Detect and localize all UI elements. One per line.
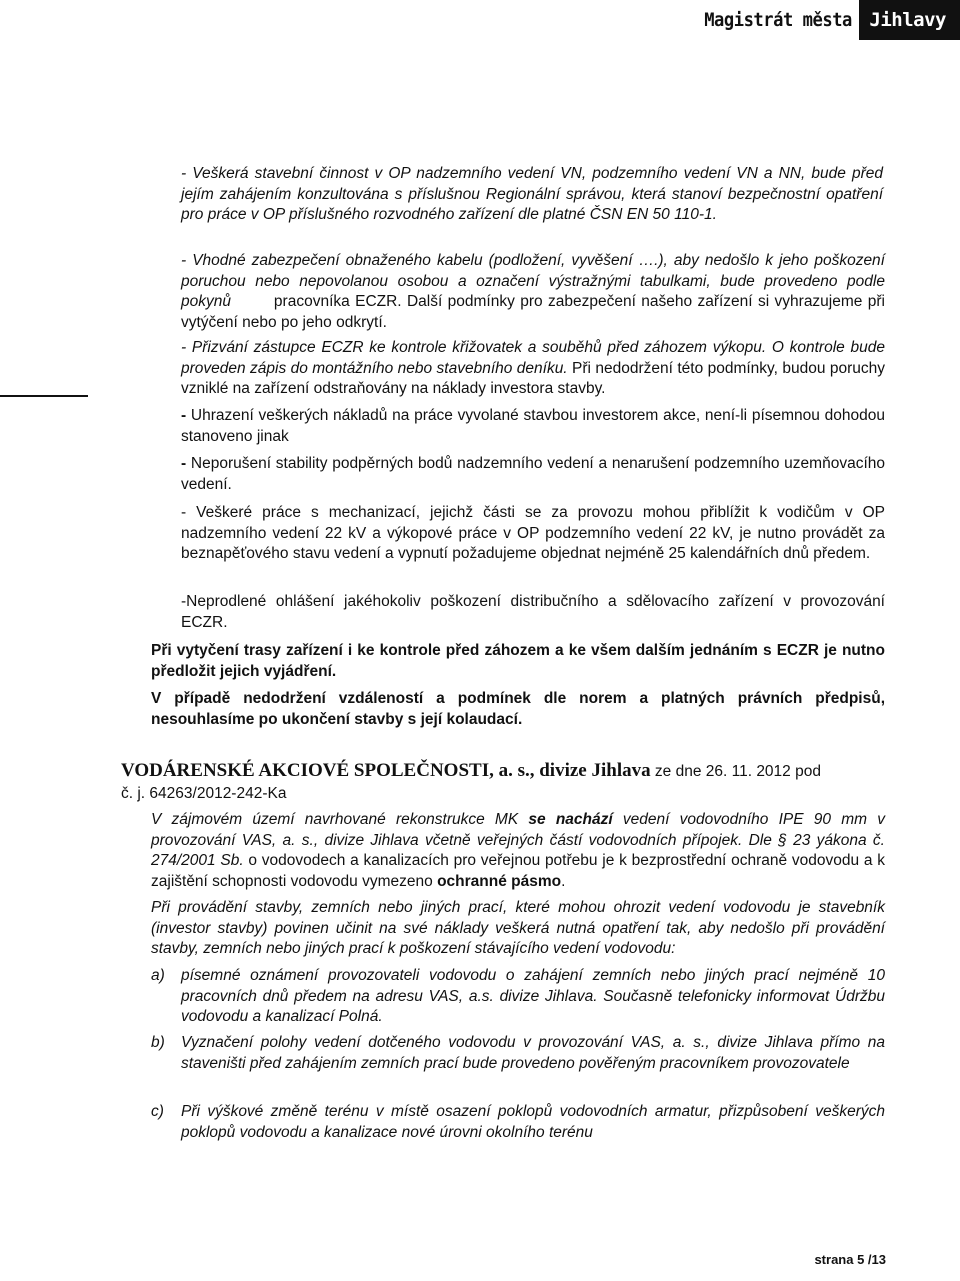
list-item-text: Vyznačení polohy vedení dotčeného vodovodu v provozování VAS, a. s., divize Jihlava přímo na staveništi před zahájením zemních prací bude provedeno pověřeným pracovníkem provozovatele bbox=[181, 1034, 885, 1072]
vas-text-2: Při provádění stavby, zemních nebo jiných prací, které mohou ohrozit vedení vodovodu je stavebník (investor stavby) povinen učinit na své náklady veškerá nutná opatření tak, aby nedošlo při provádění stavby, zemních nebo jiných prací k poškození stávajícího vedení vodovodu: bbox=[151, 899, 885, 958]
city-logo bbox=[687, 0, 960, 40]
vas-intro-c: o vodovodech a kanalizacích pro veřejnou potřebu je k bezprostřední ochraně vodovodu a k zajištění schopnosti vodovodu vymezeno bbox=[151, 852, 885, 890]
ecz-paragraph-6 bbox=[181, 503, 885, 565]
ecz-text-4: Uhrazení veškerých nákladů na práce vyvolané stavbou investorem akce, není-li písemnou dohodou stanoveno jinak bbox=[181, 407, 885, 445]
vas-reference: č. j. 64263/2012-242-Ka bbox=[121, 785, 287, 802]
list-item-text: písemné oznámení provozovateli vodovodu o zahájení zemních nebo jiných prací nejméně 10 pracovních dnů předem na adresu VAS, a.s. divize Jihlava. Současně telefonicky informovat Údržbu vodovodu a kanalizací Polná. bbox=[181, 967, 885, 1026]
ecz-text-7: -Neprodlené ohlášení jakéhokoliv poškození distribučního a sdělovacího zařízení v provozování ECZR. bbox=[181, 593, 885, 631]
vas-intro bbox=[151, 810, 885, 892]
ecz-paragraph-3 bbox=[181, 338, 885, 400]
list-marker: a) bbox=[151, 967, 165, 984]
vas-intro-bold2: ochranné pásmo bbox=[437, 872, 562, 890]
list-marker: c) bbox=[151, 1103, 164, 1120]
vas-paragraph-2 bbox=[151, 898, 885, 960]
ecz-dash-4: - bbox=[181, 407, 187, 424]
ecz-paragraph-5 bbox=[181, 454, 885, 495]
ecz-text-2a: - Vhodné zabezpečení obnaženého kabelu (podložení, vyvěšení ….), aby nedošlo k jeho poškození poruchou nebo nepovolanou osobou a označení výstražnými tabulkami, bude provedeno podle pokynů bbox=[181, 252, 885, 311]
page-header bbox=[0, 0, 960, 40]
vas-list-item-c bbox=[151, 1102, 885, 1143]
vas-company-name: VODÁRENSKÉ AKCIOVÉ SPOLEČNOSTI, a. s., divize Jihlava bbox=[121, 760, 651, 781]
list-item-text: Při výškové změně terénu v místě osazení poklopů vodovodních armatur, přizpůsobení veškerých poklopů vodovodu a kanalizace nové úrovni okolního terénu bbox=[181, 1103, 885, 1141]
vas-heading-date: ze dne 26. 11. 2012 pod bbox=[650, 763, 821, 780]
vas-list-item-b bbox=[151, 1033, 885, 1074]
vas-intro-b: vedení vodovodního IPE 90 mm v provozování VAS, a. s., divize Jihlava včetně veřejných částí vodovodních přípojek. Dle § 23 yákona č. 274/2001 Sb. bbox=[151, 811, 885, 870]
ecz-dash-5: - bbox=[181, 455, 187, 472]
margin-rule bbox=[0, 395, 88, 397]
ecz-bold-text-1: Při vytyčení trasy zařízení i ke kontrole před záhozem a ke všem dalším jednáním s ECZR je nutno předložit jejich vyjádření. bbox=[151, 642, 885, 680]
page-number: strana 5 /13 bbox=[814, 1252, 886, 1267]
ecz-text-3b: Při nedodržení této podmínky, budou poruchy vzniklé na zařízení odstraňovány na náklady investora stavby. bbox=[181, 359, 885, 398]
ecz-bold-text-2: V případě nedodržení vzdáleností a podmínek dle norem a platných právních předpisů, nesouhlasíme po ukončení stavby s její kolaudací. bbox=[151, 690, 885, 728]
vas-heading bbox=[121, 760, 901, 805]
logo-city-name: Jihlavy bbox=[859, 0, 960, 40]
vas-intro-bold: se nachází bbox=[528, 811, 613, 828]
ecz-paragraph-4 bbox=[181, 406, 885, 447]
ecz-text-5: Neporušení stability podpěrných bodů nadzemního vedení a nenarušení podzemního uzemňovacího vedení. bbox=[181, 455, 885, 493]
ecz-paragraph-2 bbox=[181, 251, 885, 333]
ecz-bold-note-1 bbox=[151, 641, 885, 682]
ecz-text-2b: pracovníka ECZR. Další podmínky pro zabezpečení našeho zařízení si vyhrazujeme při vytýčení nebo po jeho odkrytí. bbox=[181, 293, 885, 331]
list-marker: b) bbox=[151, 1034, 165, 1051]
ecz-bold-note-2 bbox=[151, 689, 885, 730]
ecz-text-6: - Veškeré práce s mechanizací, jejichž části se za provozu mohou přiblížit k vodičům v OP nadzemního vedení 22 kV a výkopové práce v OP podzemního vedení 22 kV, je nutno provádět za beznapěťového stavu vedení a vypnutí požadujeme objednat nejméně 25 kalendářních dnů předem. bbox=[181, 504, 885, 563]
ecz-text-3a: - Přizvání zástupce ECZR ke kontrole křižovatek a souběhů před záhozem výkopu. O kontrole bude proveden zápis do montážního nebo stavebního deníku. bbox=[181, 339, 885, 377]
vas-intro-end: . bbox=[561, 872, 566, 890]
vas-list-item-a bbox=[151, 966, 885, 1028]
logo-city-label: Magistrát města bbox=[704, 9, 853, 31]
vas-intro-a: V zájmovém území navrhované rekonstrukce MK bbox=[151, 811, 529, 828]
ecz-paragraph-1 bbox=[181, 164, 883, 226]
ecz-text-1: - Veškerá stavební činnost v OP nadzemního vedení VN, podzemního vedení VN a NN, bude před jejím zahájením konzultována s příslušnou Regionální správou, která stanoví bezpečnostní opatření pro práce v OP příslušného rozvodného zařízení dle platné ČSN EN 50 110-1. bbox=[181, 165, 883, 224]
ecz-paragraph-7 bbox=[181, 592, 885, 633]
